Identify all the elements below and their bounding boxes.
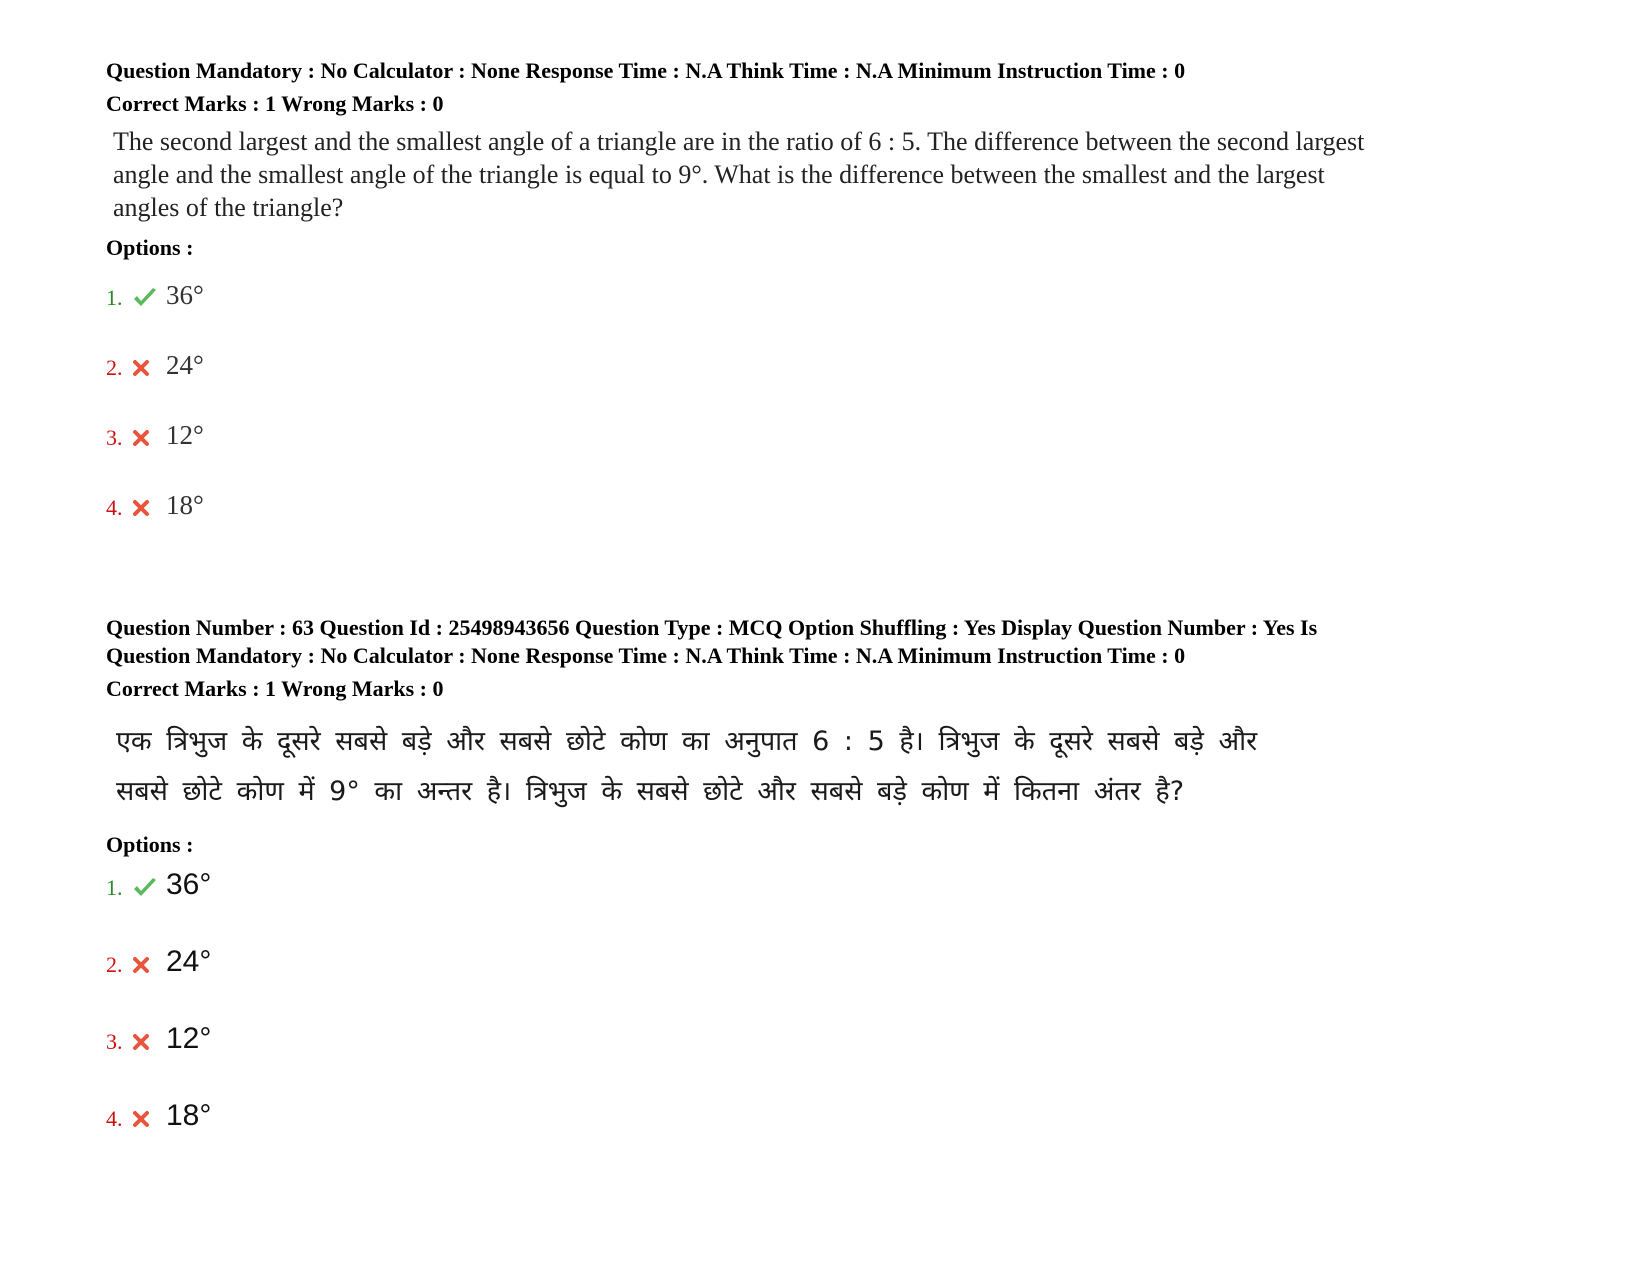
options-list-hindi bbox=[106, 862, 1546, 1162]
option-item bbox=[106, 862, 211, 902]
option-value: 18° bbox=[166, 1099, 212, 1132]
cross-icon bbox=[132, 951, 162, 979]
question-text-line: एक त्रिभुज के दूसरे सबसे बड़े और सबसे छोटे कोण का अनुपात 6 : 5 है। त्रिभुज के दूसरे सबसे बड़े और bbox=[116, 726, 1258, 757]
option-item bbox=[106, 272, 204, 312]
question-header-line: Question Number : 63 Question Id : 25498943656 Question Type : MCQ Option Shuffling : Yes Display Question Number : Yes Is bbox=[106, 615, 1318, 640]
marks-line: Correct Marks : 1 Wrong Marks : 0 bbox=[106, 676, 444, 701]
question-text bbox=[106, 717, 1546, 817]
question-text-line: सबसे छोटे कोण में 9° का अन्तर है। त्रिभुज के सबसे छोटे और सबसे बड़े कोण में कितना अंतर है? bbox=[116, 776, 1185, 807]
options-label: Options : bbox=[106, 832, 194, 857]
option-number: 3. bbox=[106, 425, 123, 450]
option-number: 3. bbox=[106, 1029, 123, 1054]
option-item bbox=[106, 1093, 211, 1133]
option-number: 1. bbox=[106, 875, 123, 900]
options-label: Options : bbox=[106, 235, 194, 260]
question-block-hindi bbox=[106, 614, 1546, 859]
question-meta-line: Question Mandatory : No Calculator : None Response Time : N.A Think Time : N.A Minimum Instruction Time : 0 bbox=[106, 58, 1186, 83]
question-text-line: angle and the smallest angle of the triangle is equal to 9°. What is the difference between the smallest and the largest bbox=[113, 160, 1325, 189]
question-meta-line: Question Mandatory : No Calculator : None Response Time : N.A Think Time : N.A Minimum Instruction Time : 0 bbox=[106, 643, 1186, 668]
option-number: 2. bbox=[106, 355, 123, 380]
marks-line: Correct Marks : 1 Wrong Marks : 0 bbox=[106, 91, 444, 116]
check-icon bbox=[132, 284, 162, 312]
option-item bbox=[106, 342, 204, 382]
option-item bbox=[106, 412, 204, 452]
option-value: 36° bbox=[166, 868, 212, 901]
option-number: 2. bbox=[106, 952, 123, 977]
option-number: 1. bbox=[106, 285, 123, 310]
cross-icon bbox=[132, 424, 162, 452]
option-value: 12° bbox=[166, 420, 204, 450]
cross-icon bbox=[132, 494, 162, 522]
option-number: 4. bbox=[106, 495, 123, 520]
option-item bbox=[106, 482, 204, 522]
cross-icon bbox=[132, 1105, 162, 1133]
options-list-english bbox=[106, 272, 1546, 542]
question-text bbox=[106, 125, 1546, 224]
question-text-line: The second largest and the smallest angle of a triangle are in the ratio of 6 : 5. The difference between the second largest bbox=[113, 127, 1365, 156]
check-icon bbox=[132, 874, 162, 902]
option-number: 4. bbox=[106, 1106, 123, 1131]
option-item bbox=[106, 1016, 211, 1056]
option-value: 12° bbox=[166, 1022, 212, 1055]
cross-icon bbox=[132, 354, 162, 382]
question-block-english bbox=[106, 57, 1546, 262]
option-item bbox=[106, 939, 211, 979]
option-value: 24° bbox=[166, 945, 212, 978]
question-text-line: angles of the triangle? bbox=[113, 193, 344, 222]
option-value: 18° bbox=[166, 490, 204, 520]
option-value: 36° bbox=[166, 280, 204, 310]
option-value: 24° bbox=[166, 350, 204, 380]
cross-icon bbox=[132, 1028, 162, 1056]
